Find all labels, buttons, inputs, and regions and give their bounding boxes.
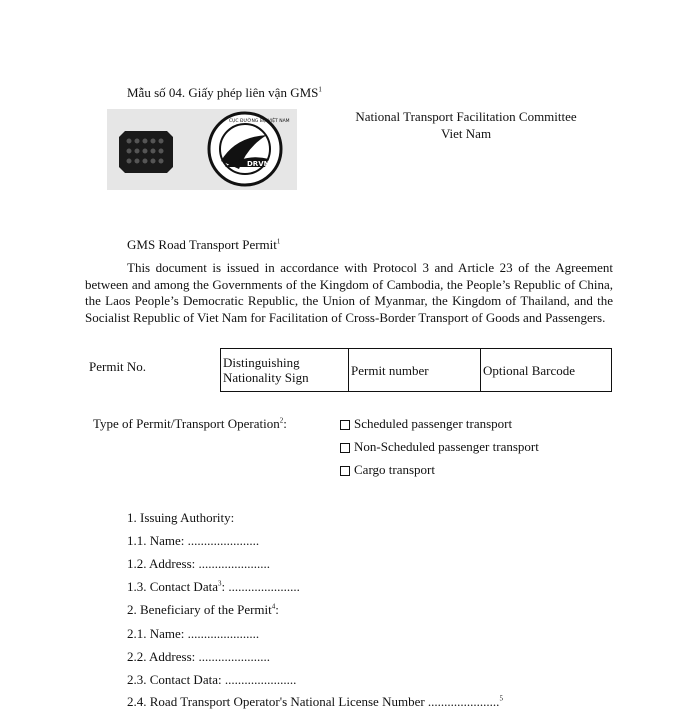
- optional-barcode-cell: Optional Barcode: [481, 349, 612, 392]
- logo-area: [107, 109, 297, 190]
- svg-text:DRVN: DRVN: [247, 160, 270, 168]
- form-title: Mẫu số 04. Giấy phép liên vận GMS$^1$: [127, 85, 322, 100]
- option-scheduled-passenger[interactable]: Scheduled passenger transport: [340, 416, 512, 432]
- checkbox-icon[interactable]: [340, 466, 350, 476]
- field-beneficiary-contact: 2.3. Contact Data: ......................: [127, 672, 297, 687]
- checkbox-icon[interactable]: [340, 443, 350, 453]
- field-beneficiary-address: 2.2. Address: ......................: [127, 649, 270, 664]
- permit-no-label: Permit No.: [89, 359, 147, 374]
- permit-table: [220, 348, 612, 392]
- field-issuing-contact: 1.3. Contact Data$^3$: ......................: [127, 579, 300, 594]
- permit-title: GMS Road Transport Permit$^1$: [127, 237, 281, 252]
- hologram-stamp-icon: [119, 131, 173, 173]
- field-issuing-address: 1.2. Address: ......................: [127, 556, 270, 571]
- option-cargo-transport[interactable]: Cargo transport: [340, 462, 435, 478]
- drvn-seal-icon: [209, 113, 290, 185]
- committee-heading: [340, 108, 592, 142]
- option-non-scheduled-passenger[interactable]: Non-Scheduled passenger transport: [340, 439, 539, 455]
- permit-number-cell: Permit number: [349, 349, 481, 392]
- svg-text:CỤC ĐƯỜNG BỘ VIỆT NAM: CỤC ĐƯỜNG BỘ VIỆT NAM: [229, 119, 290, 124]
- field-issuing-name: 1.1. Name: ......................: [127, 533, 260, 548]
- type-of-permit-label: Type of Permit/Transport Operation$^2$:: [93, 416, 287, 431]
- committee-line-1: National Transport Facilitation Committee: [355, 109, 577, 124]
- checkbox-icon[interactable]: [340, 420, 350, 430]
- field-beneficiary-name: 2.1. Name: ......................: [127, 626, 260, 641]
- field-beneficiary: 2. Beneficiary of the Permit$^4$:: [127, 602, 279, 617]
- nationality-sign-cell: Distinguishing Nationality Sign: [221, 349, 349, 392]
- logo-graphics: [107, 109, 297, 190]
- committee-line-2: Viet Nam: [440, 126, 492, 141]
- field-operator-license: 2.4. Road Transport Operator's National License Number ......................$^5$: [127, 694, 503, 709]
- body-paragraph: This document is issued in accordance with Protocol 3 and Article 23 of the Agreement between and among the Governments of the Kingdom of Cambodia, the People’s Republic of China, the Laos People’s Democratic Republic, the Union of Myanmar, the Kingdom of Thailand, and the Socialist Republic of Viet Nam for Facilitation of Cross-Border Transport of Goods and Passengers.: [85, 260, 613, 325]
- field-issuing-authority: 1. Issuing Authority:: [127, 510, 235, 525]
